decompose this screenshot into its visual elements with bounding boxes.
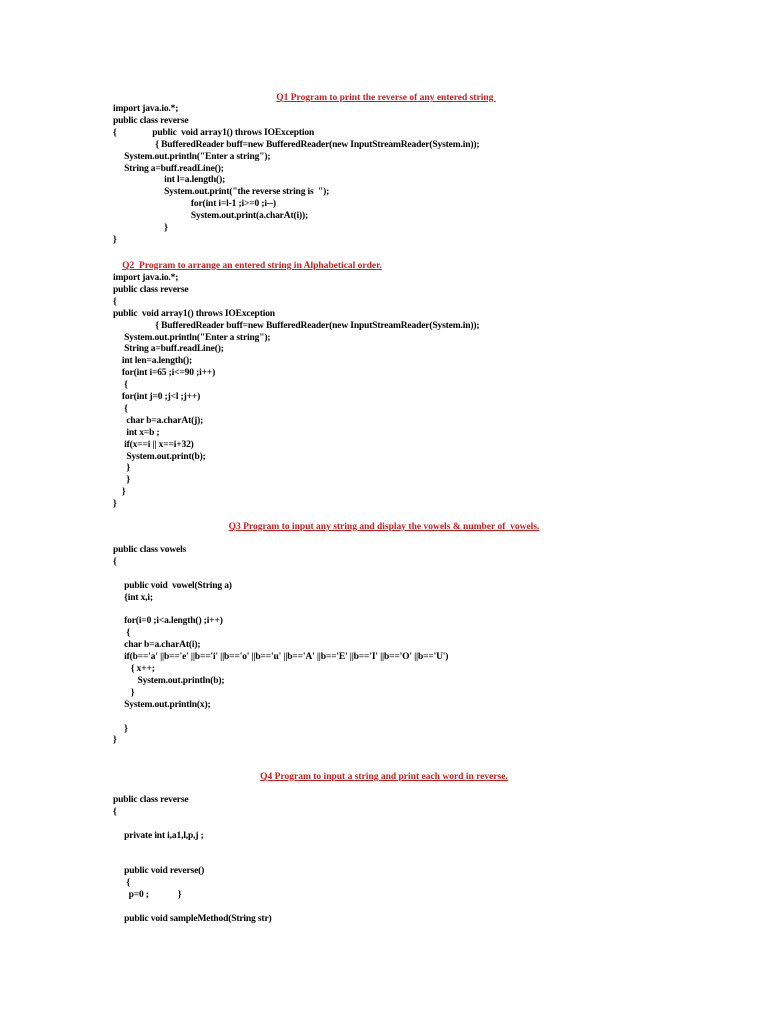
code-line: } — [113, 463, 130, 474]
code-line: } — [113, 475, 130, 486]
code-line: { BufferedReader buff=new BufferedReader(new InputStreamReader(System.in)); — [113, 139, 480, 150]
code-line: public class reverse — [113, 795, 189, 805]
code-line: for(int i=65 ;i<=90 ;i++) — [113, 368, 216, 379]
code-line: System.out.print(b); — [113, 451, 206, 462]
code-line: { public void array1() throws IOException — [113, 127, 315, 138]
question-title-4: Q4 Program to input a string and print each word in reverse. — [260, 772, 508, 782]
code-line: if(b=='a' ||b=='e' ||b=='i' ||b=='o' ||b=='u' ||b=='A' ||b=='E' ||b=='I' ||b=='O' ||b=='U') — [113, 652, 449, 663]
code-line: System.out.println(b); — [113, 675, 225, 686]
code-line: { — [113, 403, 128, 414]
code-line: public void sampleMethod(String str) — [113, 914, 272, 924]
code-line: import java.io.*; — [113, 104, 179, 114]
code-line: char b=a.charAt(i); — [113, 640, 201, 651]
code-line: } — [113, 687, 135, 698]
code-line: public void vowel(String a) — [113, 580, 232, 591]
code-line: System.out.print("the reverse string is "); — [113, 187, 330, 198]
code-line: for(int i=l-1 ;i>=0 ;i--) — [113, 199, 276, 210]
code-line: { x++; — [113, 664, 155, 674]
code-line: { — [113, 296, 117, 307]
code-line: if(x==i || x==i+32) — [113, 439, 194, 450]
question-title-3: Q3 Program to input any string and display the vowels & number of vowels. — [228, 522, 540, 532]
code-line: System.out.println("Enter a string"); — [113, 151, 271, 162]
code-line: String a=buff.readLine(); — [113, 344, 224, 355]
code-line: int x=b ; — [113, 427, 160, 438]
code-line: { — [113, 628, 130, 639]
code-line: String a=buff.readLine(); — [113, 163, 224, 174]
code-line: } — [113, 499, 117, 510]
code-line: public void array1() throws IOException — [113, 308, 275, 319]
code-line: import java.io.*; — [113, 273, 179, 283]
code-line: } — [113, 223, 168, 233]
code-line: } — [113, 487, 126, 498]
code-line: p=0 ; } — [113, 890, 182, 901]
code-line: {int x,i; — [113, 592, 153, 603]
code-line: public class vowels — [113, 545, 187, 555]
code-line: for(int j=0 ;j<l ;j++) — [113, 392, 201, 402]
code-line: } — [113, 735, 117, 746]
code-line: { BufferedReader buff=new BufferedReader(new InputStreamReader(System.in)); — [113, 320, 480, 331]
question-title-2: Q2 Program to arrange an entered string in Alphabetical order. — [122, 261, 382, 271]
question-title-1: Q1 Program to print the reverse of any entered string — [276, 93, 496, 103]
code-line: private int i,a1,l,p,j ; — [113, 830, 204, 841]
code-line: public void reverse() — [113, 866, 205, 877]
code-line: System.out.print(a.charAt(i)); — [113, 211, 309, 222]
code-line: public class reverse — [113, 284, 189, 295]
code-line: { — [113, 380, 128, 391]
code-line: { — [113, 556, 117, 567]
code-line: int l=a.length(); — [113, 175, 226, 186]
code-line: { — [113, 878, 130, 889]
code-line: { — [113, 806, 117, 817]
code-line: System.out.println("Enter a string"); — [113, 332, 271, 343]
code-line: for(i=0 ;i<a.length() ;i++) — [113, 616, 223, 627]
code-line: public class reverse — [113, 115, 189, 126]
code-line: } — [113, 723, 128, 734]
code-line: } — [113, 234, 117, 245]
code-line: System.out.println(x); — [113, 699, 211, 710]
code-line: char b=a.charAt(j); — [113, 415, 204, 426]
code-line: int len=a.length(); — [113, 356, 193, 367]
